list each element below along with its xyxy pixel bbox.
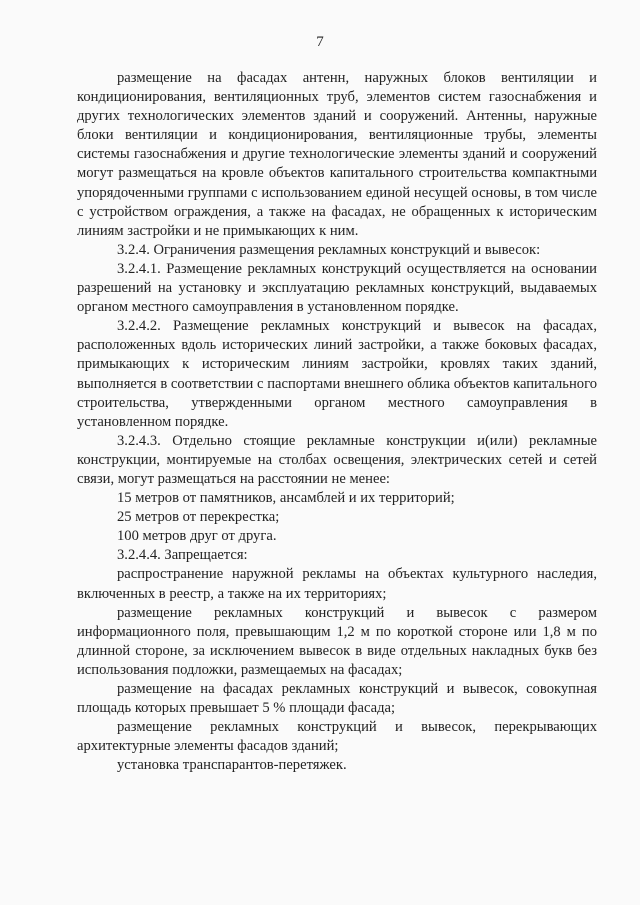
paragraph: 3.2.4.3. Отдельно стоящие рекламные конструкции и(или) рекламные конструкции, монтируемые на столбах освещения, электрических сетей и сетей связи, могут размещаться на расстоянии не менее: [77,432,597,487]
paragraph: 3.2.4. Ограничения размещения рекламных конструкций и вывесок: [117,241,541,258]
paragraph: 3.2.4.2. Размещение рекламных конструкций и вывесок на фасадах, расположенных вдоль исторических линий застройки, а также боковых фасадах, примыкающих к историческим линиям застройки, кровлях таких зданий, выполняется в соответствии с паспортами внешнего облика объектов капитального строительства, утвержденными органом местного самоуправления в установленном порядке. [77,318,597,430]
list-item: установка транспарантов-перетяжек. [117,757,347,774]
page-number: 7 [316,34,324,50]
paragraph: 3.2.4.1. Размещение рекламных конструкций осуществляется на основании разрешений на установку и эксплуатацию рекламных конструкций, выдаваемых органом местного самоуправления в установленном порядке. [77,260,597,316]
list-item: размещение рекламных конструкций и вывесок, перекрывающих архитектурные элементы фасадов зданий; [77,719,597,755]
list-item: размещение рекламных конструкций и вывесок с размером информационного поля, превышающим 1,2 м по короткой стороне или 1,8 м по длинной стороне, за исключением вывесок в виде отдельных накладных букв без использования подложки, размещаемых на фасадах; [77,604,597,678]
paragraph: 3.2.4.4. Запрещается: [117,547,248,564]
list-item: 15 метров от памятников, ансамблей и их территорий; [117,490,455,507]
list-item: размещение на фасадах рекламных конструкций и вывесок, совокупная площадь которых превышает 5 % площади фасада; [77,681,597,717]
document-body [77,69,597,775]
list-item: 25 метров от перекрестка; [117,509,280,526]
list-item: распространение наружной рекламы на объектах культурного наследия, включенных в реестр, а также на их территориях; [77,566,597,602]
paragraph: размещение на фасадах антенн, наружных блоков вентиляции и кондиционирования, вентиляционных труб, элементов систем газоснабжения и других технологических элементов зданий и сооружений. Антенны, наружные блоки вентиляции и кондиционирования, вентиляционные трубы, элементы системы газоснабжения и другие технологические элементы зданий и сооружений могут размещаться на кровле объектов капитального строительства компактными упорядоченными группами с использованием единой несущей основы, в том числе с устройством ограждения, а также на фасадах, не обращенных к историческим линиям застройки и не примыкающих к ним. [77,70,597,239]
list-item: 100 метров друг от друга. [117,528,277,545]
